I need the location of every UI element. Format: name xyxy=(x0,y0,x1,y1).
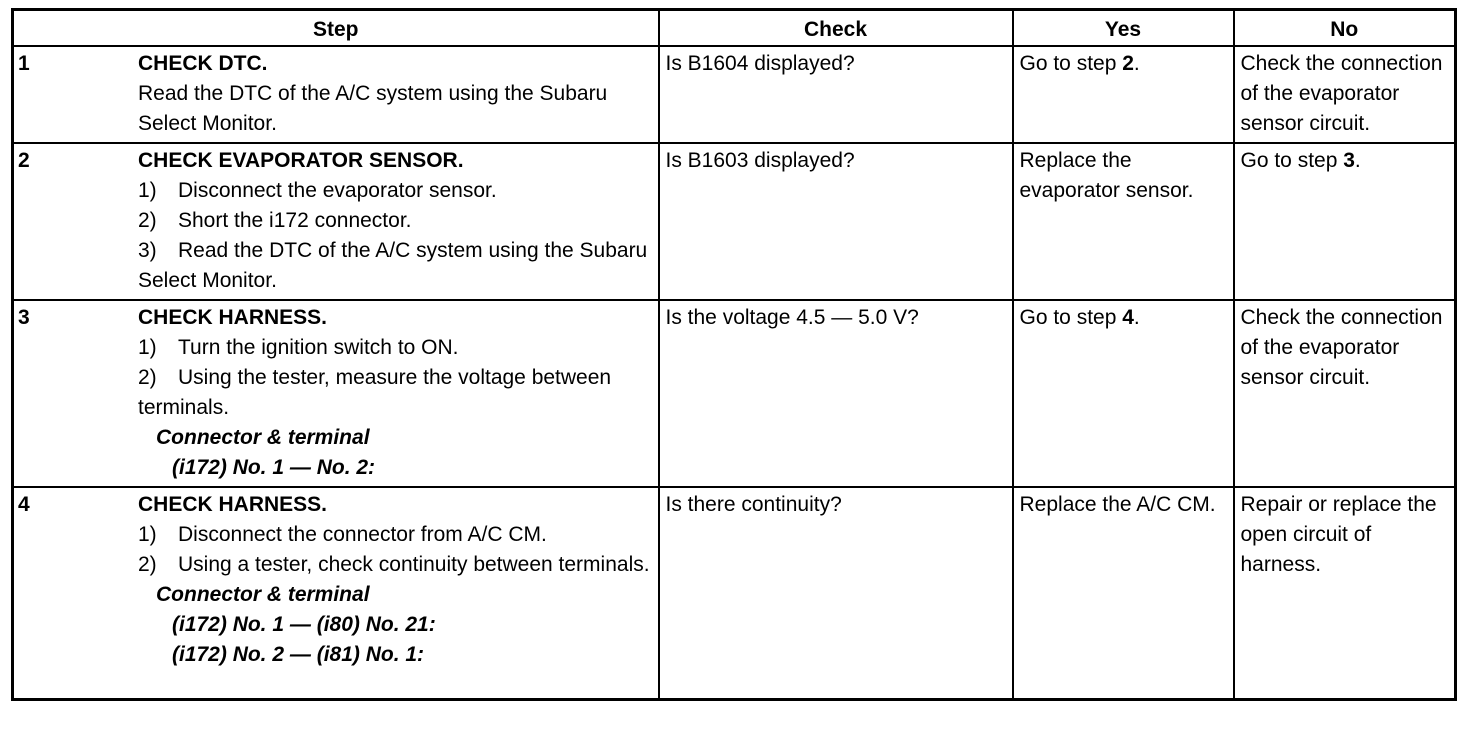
diagnostic-table xyxy=(11,8,1457,701)
step-text: Read the DTC of the A/C system using the Subaru Select Monitor. xyxy=(138,82,608,135)
connector-terminal: (i172) No. 1 — No. 2: xyxy=(172,456,376,479)
sub-step-number: 1) xyxy=(138,336,157,359)
no-cell: Check the connection of the evaporator sensor circuit. xyxy=(1234,46,1456,143)
sub-step xyxy=(138,363,652,423)
header-row xyxy=(13,10,1456,47)
step-cell xyxy=(13,143,659,300)
yes-cell: Replace the evaporator sensor. xyxy=(1013,143,1234,300)
header-no: No xyxy=(1234,10,1456,47)
sub-step-number: 2) xyxy=(138,209,157,232)
sub-step-number: 1) xyxy=(138,523,157,546)
header-check: Check xyxy=(659,10,1013,47)
sub-step-number: 3) xyxy=(138,239,157,262)
yes-cell xyxy=(1013,300,1234,487)
sub-step-number: 2) xyxy=(138,366,157,389)
step-ref: 3 xyxy=(1343,149,1355,172)
check-cell: Is B1603 displayed? xyxy=(659,143,1013,300)
connector-terminal: (i172) No. 1 — (i80) No. 21: xyxy=(172,613,436,636)
sub-step xyxy=(138,206,652,236)
sub-step-text: Short the i172 connector. xyxy=(178,209,412,232)
connector-heading: Connector & terminal xyxy=(156,583,370,606)
yes-cell xyxy=(1013,46,1234,143)
sub-step-text: Turn the ignition switch to ON. xyxy=(178,336,459,359)
header-yes: Yes xyxy=(1013,10,1234,47)
no-cell xyxy=(1234,143,1456,300)
step-title: CHECK HARNESS. xyxy=(138,493,328,516)
check-cell: Is the voltage 4.5 — 5.0 V? xyxy=(659,300,1013,487)
yes-cell: Replace the A/C CM. xyxy=(1013,487,1234,699)
table-row-step-4 xyxy=(13,487,1456,699)
yes-suffix: . xyxy=(1133,52,1140,75)
step-cell xyxy=(13,487,659,699)
connector-terminal: (i172) No. 2 — (i81) No. 1: xyxy=(172,643,425,666)
no-text: Go to step xyxy=(1240,149,1344,172)
check-cell: Is B1604 displayed? xyxy=(659,46,1013,143)
sub-step xyxy=(138,520,652,550)
yes-suffix: . xyxy=(1133,306,1140,329)
no-cell: Repair or replace the open circuit of harness. xyxy=(1234,487,1456,699)
sub-step xyxy=(138,333,652,363)
step-ref: 2 xyxy=(1122,52,1134,75)
sub-step-number: 2) xyxy=(138,553,157,576)
sub-step-text: Disconnect the evaporator sensor. xyxy=(178,179,497,202)
sub-step-text: Disconnect the connector from A/C CM. xyxy=(178,523,547,546)
step-number: 2 xyxy=(18,149,30,172)
sub-step-text: Read the DTC of the A/C system using the Subaru Select Monitor. xyxy=(138,239,648,292)
connector-heading: Connector & terminal xyxy=(156,426,370,449)
sub-step xyxy=(138,176,652,206)
no-suffix: . xyxy=(1354,149,1361,172)
step-title: CHECK DTC. xyxy=(138,52,268,75)
step-number: 4 xyxy=(18,493,30,516)
sub-step-number: 1) xyxy=(138,179,157,202)
step-title: CHECK EVAPORATOR SENSOR. xyxy=(138,149,464,172)
yes-text: Go to step xyxy=(1019,306,1123,329)
step-ref: 4 xyxy=(1122,306,1134,329)
step-number: 1 xyxy=(18,52,30,75)
yes-text: Go to step xyxy=(1019,52,1123,75)
table-row-step-3 xyxy=(13,300,1456,487)
sub-step xyxy=(138,236,652,296)
table-row-step-1 xyxy=(13,46,1456,143)
table-row-step-2 xyxy=(13,143,1456,300)
sub-step xyxy=(138,550,652,580)
no-cell: Check the connection of the evaporator sensor circuit. xyxy=(1234,300,1456,487)
sub-step-text: Using the tester, measure the voltage between terminals. xyxy=(138,366,612,419)
step-cell xyxy=(13,46,659,143)
step-title: CHECK HARNESS. xyxy=(138,306,328,329)
header-step: Step xyxy=(13,10,659,47)
step-cell xyxy=(13,300,659,487)
sub-step-text: Using a tester, check continuity between terminals. xyxy=(178,553,650,576)
check-cell: Is there continuity? xyxy=(659,487,1013,699)
step-number: 3 xyxy=(18,306,30,329)
